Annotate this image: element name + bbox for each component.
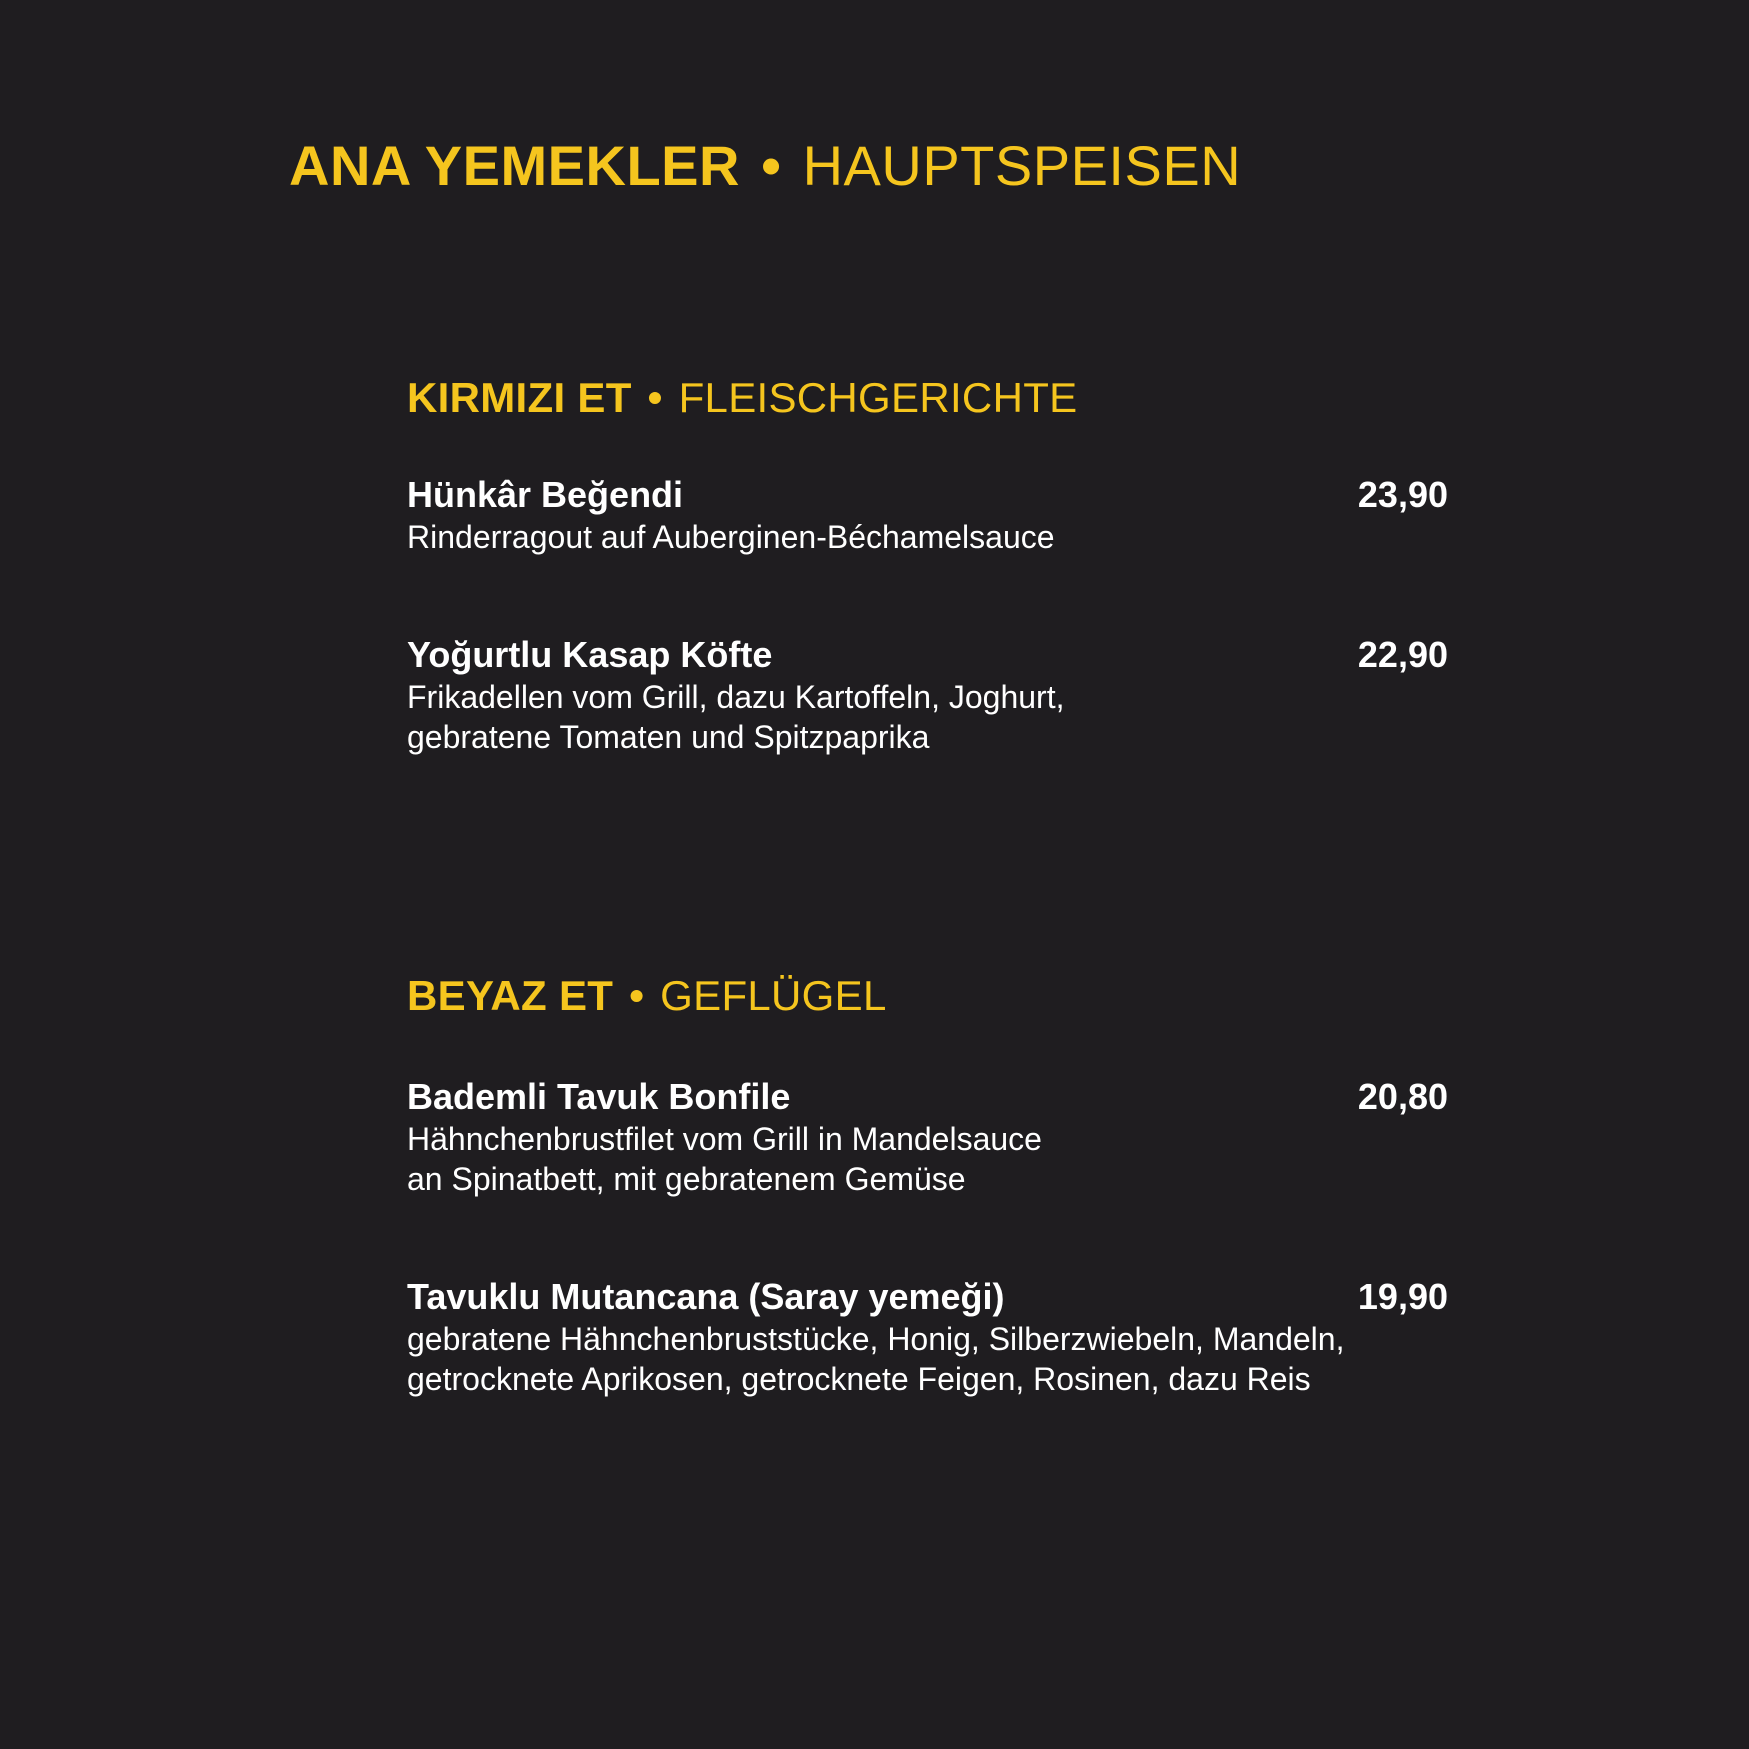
menu-item-name: Bademli Tavuk Bonfile — [407, 1076, 791, 1117]
section-heading-separator: • — [647, 374, 663, 421]
section-heading-turkish: KIRMIZI ET — [407, 374, 632, 421]
menu-item-description: Frikadellen vom Grill, dazu Kartoffeln, Joghurt, gebratene Tomaten und Spitzpaprika — [407, 679, 1065, 755]
menu-item-price: 19,90 — [1357, 1276, 1448, 1317]
section-heading-german: FLEISCHGERICHTE — [678, 374, 1078, 421]
menu-item-name: Tavuklu Mutancana (Saray yemeği) — [407, 1276, 1005, 1317]
menu-item-tavuklu-mutancana — [407, 1276, 1448, 1399]
page-title — [289, 128, 1241, 204]
menu-item-name: Hünkâr Beğendi — [407, 474, 684, 515]
section-heading-separator: • — [629, 972, 645, 1019]
page-title-separator: • — [761, 134, 782, 197]
menu-item-yogurtlu-kasap-kofte — [407, 634, 1448, 757]
menu-item-price: 23,90 — [1357, 474, 1448, 515]
menu-item-description: Hähnchenbrustfilet vom Grill in Mandelsauce an Spinatbett, mit gebratenem Gemüse — [407, 1121, 1042, 1197]
menu-item-price: 20,80 — [1357, 1076, 1448, 1117]
menu-item-name: Yoğurtlu Kasap Köfte — [407, 634, 773, 675]
menu-item-description: gebratene Hähnchenbruststücke, Honig, Silberzwiebeln, Mandeln, getrocknete Aprikosen, getrocknete Feigen, Rosinen, dazu Reis — [407, 1321, 1345, 1397]
page-title-german: HAUPTSPEISEN — [802, 134, 1242, 197]
section-heading-turkish: BEYAZ ET — [407, 972, 614, 1019]
menu-item-bademli-tavuk-bonfile — [407, 1076, 1448, 1199]
section-heading-poultry — [407, 968, 887, 1024]
page-title-turkish: ANA YEMEKLER — [289, 134, 740, 197]
menu-item-description: Rinderragout auf Auberginen-Béchamelsauce — [407, 519, 1055, 555]
menu-item-hunkar-begendi — [407, 474, 1448, 557]
section-heading-german: GEFLÜGEL — [660, 972, 887, 1019]
menu-item-price: 22,90 — [1357, 634, 1448, 675]
section-heading-meat — [407, 370, 1077, 426]
